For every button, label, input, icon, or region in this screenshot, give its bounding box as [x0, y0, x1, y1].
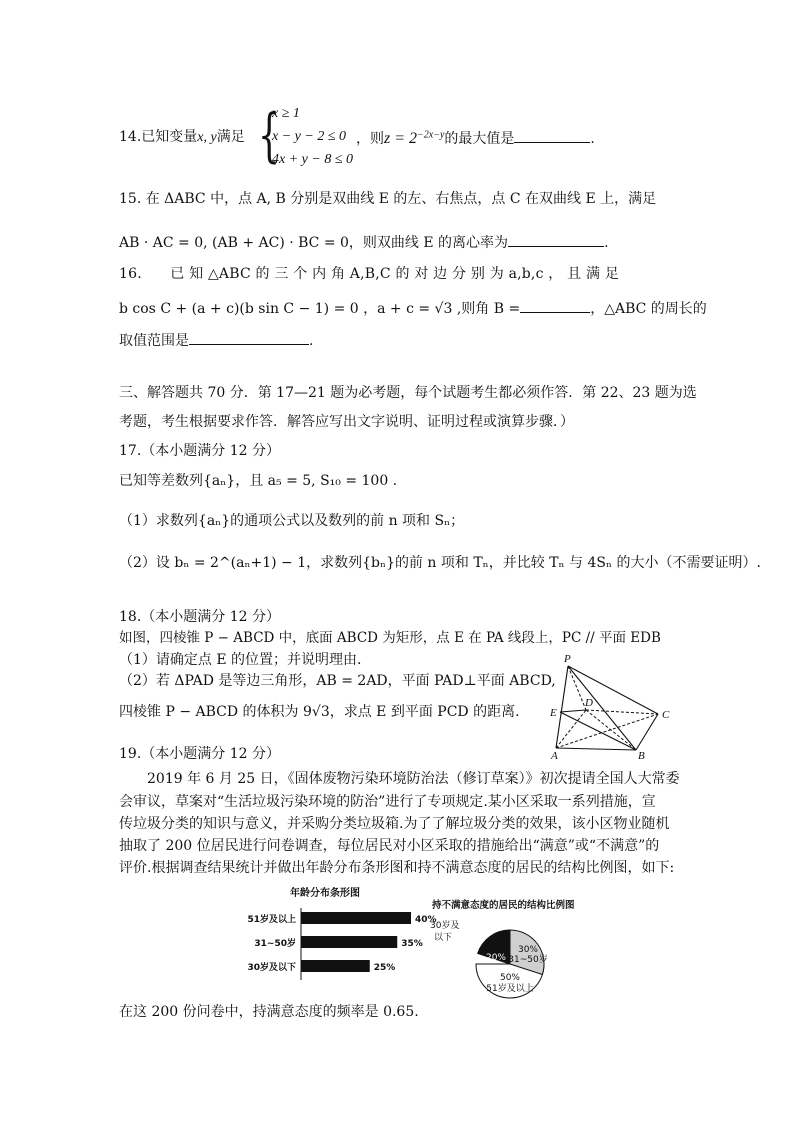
q16-end: .	[309, 333, 314, 349]
pie-label-50-name: 51岁及以上	[486, 984, 534, 994]
q18-title: 18.（本小题满分 12 分）	[119, 609, 280, 625]
q19-paragraph-line-3: 传垃圾分类的知识与意义，并采购分类垃圾箱.为了了解垃圾分类的效果，该小区物业随机	[119, 816, 670, 832]
label-C: C	[662, 709, 670, 721]
q18-part-3: 四棱锥 P − ABCD 的体积为 9√3，求点 E 到平面 PCD 的距离.	[119, 704, 520, 720]
edge-PD	[568, 666, 586, 710]
q19-paragraph-line-5: 评价.根据调查结果统计并做出年龄分布条形图和持不满意态度的居民的结构比例图，如下:	[119, 860, 675, 876]
pie-outside-label-1: 30岁及	[430, 921, 460, 931]
q14-answer-blank	[514, 128, 590, 143]
bar-3	[301, 960, 370, 972]
bar-2	[301, 936, 397, 948]
pie-label-30-name: 31~50岁	[508, 955, 548, 965]
q17-part-2: （2）设 bₙ = 2^(aₙ+1) − 1，求数列{bₙ}的前 n 项和 Tₙ，并比较 Tₙ 与 4Sₙ 的大小（不需要证明）.	[119, 555, 761, 571]
pie-label-30-pct: 30%	[517, 945, 539, 955]
q19-title: 19.（本小题满分 12 分）	[119, 746, 280, 762]
q14-exponent: −2x−y	[417, 129, 445, 141]
q14-label	[119, 129, 245, 147]
q15-condition: AB · AC = 0, (AB + AC) · BC = 0，则双曲线 E 的离心率为	[119, 235, 509, 251]
q16-line-2	[119, 298, 707, 318]
q15-answer-blank	[508, 232, 604, 247]
q14-number: 14.	[119, 129, 142, 145]
pie-outside-label-2: 以下	[434, 933, 453, 943]
age-bar-chart	[222, 882, 437, 982]
q19-paragraph-line-4: 抽取了 200 位居民进行问卷调查，每位居民对小区采取的措施给出“满意”或“不满意”的	[119, 838, 660, 854]
q14-condition-3: 4x + y − 8 ≤ 0	[272, 152, 354, 167]
q16-perimeter-text: ，△ABC 的周长的	[590, 301, 707, 317]
q14-tail: 的最大值是	[444, 131, 515, 147]
edge-PB	[568, 666, 636, 750]
bar-chart-title: 年龄分布条形图	[290, 888, 360, 899]
label-E: E	[550, 707, 557, 719]
pyramid-figure	[548, 650, 678, 760]
label-B: B	[638, 750, 645, 762]
bar-category-label: 31~50岁	[254, 939, 296, 949]
label-A: A	[551, 750, 558, 762]
edge-EB	[560, 712, 636, 750]
q19-footer: 在这 200 份问卷中，持满意态度的频率是 0.65.	[119, 1004, 419, 1020]
q17-stem: 已知等差数列{aₙ}，且 a₅ = 5, S₁₀ = 100 .	[119, 473, 398, 489]
dissatisfied-pie-chart	[420, 882, 600, 1002]
bar-1	[301, 912, 411, 924]
q14-text-satisfy: 满足	[216, 129, 245, 145]
q14-end: .	[590, 131, 595, 147]
q16-line-1: 16. 已 知 △ABC 的 三 个 内 角 A,B,C 的 对 边 分 别 为 a,b,c ， 且 满 足	[119, 266, 620, 282]
q16-angle-blank	[520, 298, 590, 313]
q16-range-blank	[189, 330, 309, 345]
edge-ED	[560, 710, 586, 712]
q16-range-text: 取值范围是	[119, 333, 189, 349]
q18-stem: 如图，四棱锥 P − ABCD 中，底面 ABCD 为矩形，点 E 在 PA 线段上，PC // 平面 EDB	[119, 630, 661, 646]
bar-value-label: 35%	[401, 939, 423, 949]
edge-AB	[556, 748, 636, 750]
q15-line-1: 15. 在 ΔABC 中，点 A, B 分别是双曲线 E 的左、右焦点，点 C 在双曲线 E 上，满足	[119, 191, 657, 207]
bar-category-label: 51岁及以上	[247, 915, 296, 925]
edge-PC	[568, 666, 658, 714]
pie-label-20-pct: 20%	[485, 953, 507, 963]
edge-BC	[636, 714, 658, 750]
q17-part-1: （1）求数列{aₙ}的通项公式以及数列的前 n 项和 Sₙ；	[119, 513, 465, 529]
q14-text-before: 已知变量	[141, 129, 198, 145]
pie-chart-title: 持不满意态度的居民的结构比例图	[432, 900, 575, 911]
q14-condition-1: x ≥ 1	[272, 106, 300, 121]
pie-group	[476, 930, 548, 998]
q15-line-2	[119, 232, 609, 252]
bar-group	[247, 912, 436, 973]
label-D: D	[585, 697, 593, 709]
q14-constraint-system	[258, 101, 368, 170]
q19-paragraph-line-1: 2019 年 6 月 25 日，《固体废物污染环境防治法（修订草案）》初次提请全国人大常委	[147, 771, 680, 787]
q16-line-3	[119, 330, 313, 350]
bar-value-label: 25%	[373, 963, 396, 973]
pie-label-50-pct: 50%	[499, 973, 521, 983]
q16-equation: b cos C + (a + c)(b sin C − 1) = 0 ，a + c = √3 ,则角 B =	[119, 301, 521, 317]
bar-value-label: 40%	[415, 915, 437, 925]
q19-paragraph-line-2: 会审议，草案对“生活垃圾污染环境的防治”进行了专项规定.某小区采取一系列措施，宣	[119, 794, 656, 810]
section3-line-1: 三、解答题共 70 分．第 17—21 题为必考题，每个试题考生都必须作答．第 22、23 题为选	[119, 385, 697, 401]
edge-DC	[586, 710, 658, 714]
edge-AC	[556, 714, 658, 748]
q18-part-2: （2）若 ΔPAD 是等边三角形，AB = 2AD，平面 PAD⊥平面 ABCD,	[119, 673, 556, 689]
section3-line-2: 考题，考生根据要求作答．解答应写出文字说明、证明过程或演算步骤．）	[119, 414, 574, 430]
q15-end: .	[604, 235, 609, 251]
q14-objective	[356, 128, 595, 148]
label-P: P	[564, 653, 571, 665]
q14-then: ，则	[356, 131, 384, 147]
q14-expr: z = 2	[384, 130, 418, 147]
q14-vars: x, y	[197, 130, 217, 145]
q18-part-1: （1）请确定点 E 的位置；并说明理由.	[119, 652, 362, 668]
left-brace: {	[258, 101, 281, 169]
q14-condition-2: x − y − 2 ≤ 0	[272, 129, 347, 144]
q17-title: 17.（本小题满分 12 分）	[119, 443, 280, 459]
bar-category-label: 30岁及以下	[247, 963, 296, 973]
